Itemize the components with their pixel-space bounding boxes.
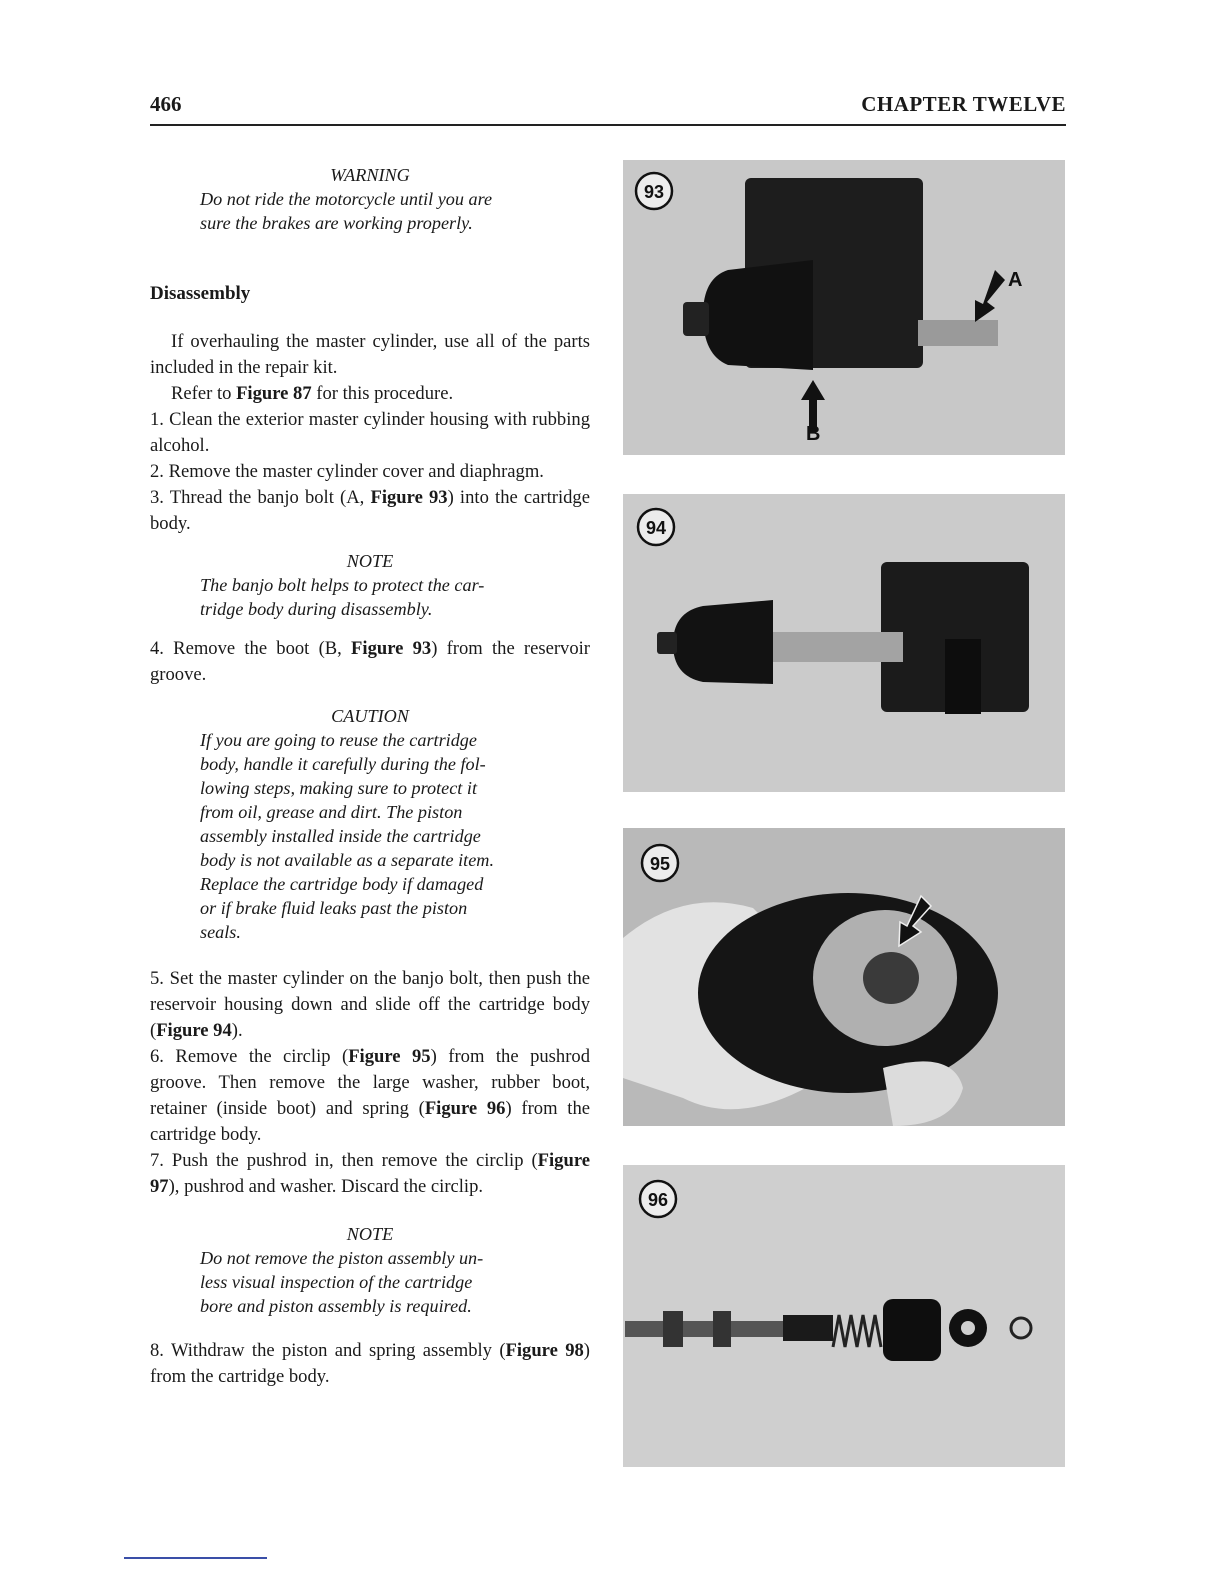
note-line: tridge body during disassembly. — [200, 599, 433, 619]
step-2: 2. Remove the master cylinder cover and diaphragm. — [150, 461, 544, 482]
figure-94-photo — [623, 494, 1065, 792]
caution-line: or if brake fluid leaks past the piston — [200, 898, 468, 918]
figure-ref: Figure 94 — [156, 1020, 232, 1041]
caution-line: Replace the cartridge body if damaged — [200, 874, 484, 894]
pushrod-end — [657, 632, 677, 654]
step-4 — [150, 636, 590, 688]
caution-line: body is not available as a separate item. — [200, 850, 494, 870]
step-6 — [150, 1044, 590, 1148]
figure-number: 96 — [647, 1190, 669, 1210]
step-8 — [150, 1338, 590, 1390]
pushrod-bore — [863, 952, 919, 1004]
text-run: ) from the cartridge body. — [150, 1098, 591, 1145]
figure-ref: Figure 95 — [348, 1046, 431, 1067]
intro-line: If overhauling the master cylinder, use all of the — [171, 331, 547, 352]
figure-96-photo — [623, 1165, 1065, 1467]
warning-line: Do not ride the motorcycle until you are — [200, 189, 493, 209]
figure-number: 93 — [643, 182, 665, 202]
figure-ref: Figure 87 — [236, 383, 312, 404]
text-run: ) from the reservoir groove. — [150, 638, 591, 685]
rubber-boot — [883, 1299, 941, 1361]
caution-line: assembly installed inside the cartridge — [200, 826, 481, 846]
note-block — [200, 549, 540, 621]
rubber-boot — [703, 260, 813, 370]
figure-96-illustration — [623, 1165, 1065, 1467]
caution-line: seals. — [200, 922, 241, 942]
figure-number: 94 — [645, 518, 667, 538]
cartridge-bore — [945, 639, 981, 714]
piston-seal — [663, 1311, 683, 1347]
step-7 — [150, 1148, 590, 1200]
step-5 — [150, 966, 590, 1044]
figure-ref: Figure 93 — [370, 487, 448, 508]
figure-ref: Figure 97 — [150, 1150, 590, 1197]
caution-line: lowing steps, making sure to protect it — [200, 778, 478, 798]
figure-95-illustration — [623, 828, 1065, 1126]
step-1: 1. Clean the exterior master cylinder housing with rubbing alcohol. — [150, 409, 590, 456]
text-run: 8. Withdraw the piston and spring assembly ( — [150, 1340, 506, 1361]
figure-95-photo — [623, 828, 1065, 1126]
intro-line: parts included in the repair kit. — [150, 331, 590, 378]
page-header — [150, 92, 1066, 126]
note-title: NOTE — [346, 551, 394, 571]
text-run: 5. Set the master cylinder on the banjo bolt, then push the reservoir housing down and slide off the cartridge body ( — [150, 968, 590, 1041]
figure-number: 95 — [649, 854, 671, 874]
step-3 — [150, 485, 590, 537]
label-b: B — [806, 423, 821, 445]
text-run: for this procedure. — [311, 383, 454, 404]
note-line: The banjo bolt helps to protect the car- — [200, 575, 485, 595]
rubber-boot — [673, 600, 773, 684]
text-run: ) from the pushrod groove. Then remove the large washer, rubber boot, retainer (inside boot) and spring ( — [150, 1046, 590, 1119]
caution-block — [200, 704, 540, 944]
text-run: ). — [231, 1020, 243, 1041]
pushrod-end — [683, 302, 709, 336]
footer-rule — [124, 1557, 267, 1559]
figure-94-illustration — [623, 494, 1065, 792]
note-line: bore and piston assembly is required. — [200, 1296, 472, 1316]
note-title: NOTE — [346, 1224, 394, 1244]
text-run: Refer to — [171, 383, 237, 404]
figure-93-photo — [623, 160, 1065, 455]
section-heading: Disassembly — [150, 283, 251, 304]
washer-hole — [961, 1321, 975, 1335]
banjo-bolt — [918, 320, 998, 346]
page-number: 466 — [150, 92, 182, 116]
text-run: ), pushrod and washer. Discard the circlip. — [168, 1176, 484, 1197]
text-run: 4. Remove the boot (B, — [150, 638, 352, 659]
pushrod — [783, 1315, 833, 1341]
label-a: A — [1008, 269, 1023, 291]
caution-line: from oil, grease and dirt. The piston — [200, 802, 463, 822]
note-line: less visual inspection of the cartridge — [200, 1272, 473, 1292]
intro-paragraph — [150, 329, 590, 381]
text-run: 7. Push the pushrod in, then remove the circlip ( — [150, 1150, 538, 1171]
text-run: 3. Thread the banjo bolt (A, — [150, 487, 371, 508]
chapter-title: CHAPTER TWELVE — [861, 92, 1066, 116]
note-line: Do not remove the piston assembly un- — [200, 1248, 484, 1268]
text-run: ) into the cartridge body. — [150, 487, 590, 534]
warning-line: sure the brakes are working properly. — [200, 213, 473, 233]
figure-93-illustration — [623, 160, 1065, 455]
figure-ref: Figure 98 — [505, 1340, 584, 1361]
text-column — [150, 163, 590, 1390]
note-block — [200, 1222, 540, 1318]
warning-title: WARNING — [330, 165, 410, 185]
caution-line: body, handle it carefully during the fol- — [200, 754, 486, 774]
text-run: ) from the cartridge body. — [150, 1340, 590, 1387]
piston-seal — [713, 1311, 731, 1347]
intro-reference — [150, 381, 590, 407]
caution-line: If you are going to reuse the cartridge — [200, 730, 477, 750]
warning-block — [200, 163, 540, 235]
figure-ref: Figure 96 — [424, 1098, 506, 1119]
caution-title: CAUTION — [331, 706, 409, 726]
figure-ref: Figure 93 — [351, 638, 432, 659]
cartridge-body — [773, 632, 903, 662]
text-run: 6. Remove the circlip ( — [150, 1046, 349, 1067]
